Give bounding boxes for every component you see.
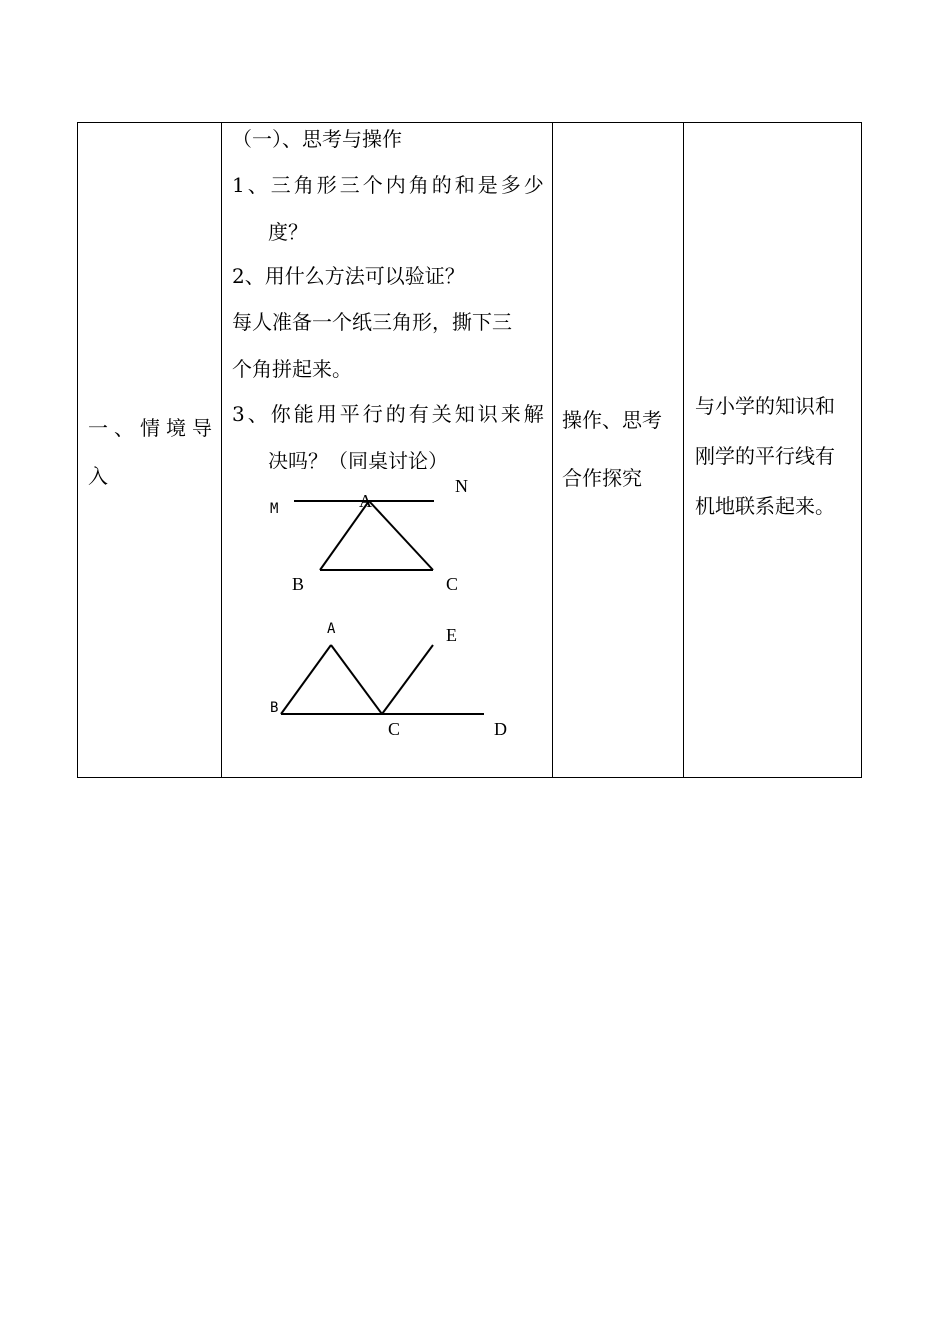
- label-m: M: [270, 501, 279, 517]
- question-1-continued: 度？: [268, 220, 308, 244]
- side-ba: [281, 645, 331, 714]
- design-intent: [695, 381, 859, 531]
- stage-name: [88, 404, 218, 500]
- intent-line1: 与小学的知识和: [695, 394, 835, 418]
- label-e: E: [446, 625, 457, 645]
- intent-line2: 刚学的平行线有: [695, 444, 835, 468]
- ray-ce: [382, 645, 433, 714]
- question-3: 3、你能用平行的有关知识来解: [232, 402, 547, 426]
- methods-line1: 操作、思考: [562, 408, 662, 432]
- label-b: B: [270, 700, 279, 716]
- side-ab: [320, 501, 369, 570]
- intent-cell: [684, 123, 862, 778]
- side-ac: [369, 501, 433, 570]
- intent-line3: 机地联系起来。: [695, 494, 835, 518]
- label-a: A: [327, 621, 336, 637]
- stage-name-line1: 一、情境导: [88, 416, 218, 440]
- content-cell: [222, 123, 553, 778]
- label-b: B: [292, 574, 305, 594]
- label-c: C: [388, 719, 401, 738]
- learning-methods: [562, 391, 680, 507]
- side-ac: [331, 645, 382, 714]
- task-text-continued: 个角拼起来。: [232, 357, 352, 381]
- methods-cell: [553, 123, 684, 778]
- stage-cell: [78, 123, 222, 778]
- section-heading: （一）、思考与操作: [232, 127, 402, 151]
- task-text: 每人准备一个纸三角形，撕下三: [232, 310, 512, 334]
- stage-name-line2: 入: [88, 464, 108, 488]
- table-row: [78, 123, 862, 778]
- question-3-continued: 决吗？（同桌讨论）: [268, 449, 448, 469]
- question-2: 2、用什么方法可以验证？: [232, 264, 465, 288]
- label-d: D: [494, 719, 507, 738]
- figure-angle-construction: [262, 613, 522, 738]
- figure-triangle-parallel-line: [262, 473, 482, 603]
- lesson-plan-table: [77, 122, 862, 778]
- label-a: A: [359, 491, 372, 511]
- question-1: 1、三角形三个内角的和是多少: [232, 173, 547, 197]
- label-c: C: [446, 574, 459, 594]
- label-n: N: [455, 476, 468, 496]
- methods-line2: 合作探究: [562, 466, 642, 490]
